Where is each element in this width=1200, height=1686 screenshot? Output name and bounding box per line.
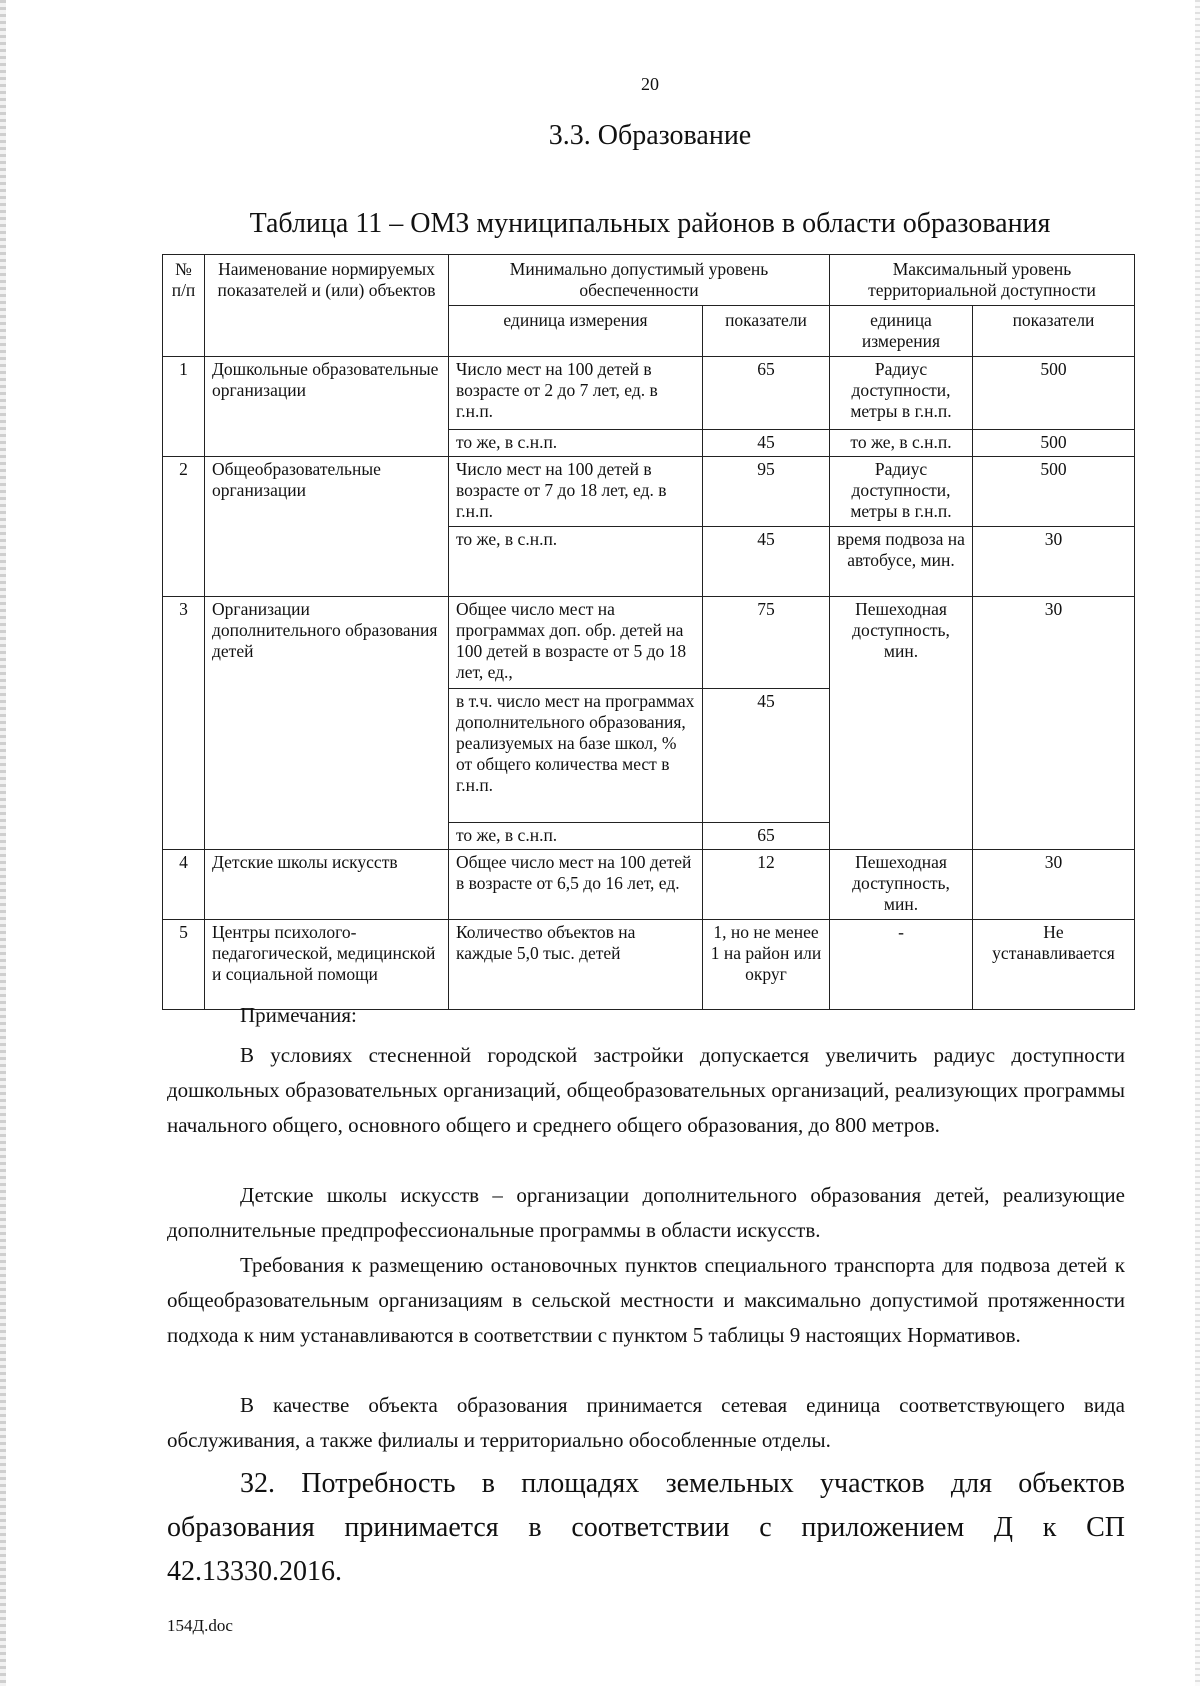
row-num: 5 [163,920,205,1010]
row-min-unit: то же, в с.н.п. [449,430,703,457]
education-norms-table [162,254,1135,1010]
row-max-unit: Радиус доступности, метры в г.н.п. [830,357,973,430]
table-caption: Таблица 11 – ОМЗ муниципальных районов в области образования [249,208,1051,239]
table-row [163,457,1135,527]
row-name: Центры психолого-педагогической, медицинской и социальной помощи [205,920,449,1010]
header-num: № п/п [163,255,205,357]
row-min-value: 1, но не менее 1 на район или округ [703,920,830,1010]
row-min-value: 95 [703,457,830,527]
table-row [163,357,1135,430]
row-min-unit: Число мест на 100 детей в возрасте от 2 до 7 лет, ед. в г.н.п. [449,357,703,430]
row-name: Детские школы искусств [205,850,449,920]
row-max-value: 30 [973,850,1135,920]
note-paragraph: В качестве объекта образования принимается сетевая единица соответствующего вида обслуживания, а также филиалы и территориально обособленные отделы. [167,1393,1125,1452]
table-row [163,920,1135,1010]
row-max-unit: - [830,920,973,1010]
table-header-row [163,255,1135,306]
header-max-value: показатели [973,306,1135,357]
scan-edge-left [0,0,6,1686]
table-row [163,850,1135,920]
row-name: Дошкольные образовательные организации [205,357,449,457]
row-num: 3 [163,597,205,850]
row-min-unit: Общее число мест на 100 детей в возрасте от 6,5 до 16 лет, ед. [449,850,703,920]
note-paragraph: Требования к размещению остановочных пунктов специального транспорта для подвоза детей к общеобразовательным организациям в сельской местности и максимально допустимой протяженности подхода к ним устанавливаются в соответствии с пунктом 5 таблицы 9 настоящих Нормативов. [167,1253,1125,1347]
row-max-unit: время подвоза на автобусе, мин. [830,527,973,597]
row-min-value: 45 [703,430,830,457]
header-min-value: показатели [703,306,830,357]
header-min-level: Минимально допустимый уровень обеспеченности [449,255,830,306]
row-max-unit: Пешеходная доступность, мин. [830,850,973,920]
clause-32: 32. Потребность в площадях земельных участков для объектов образования принимается в соответствии с приложением Д к СП 42.13330.2016. [167,1468,1125,1587]
row-max-value: 500 [973,457,1135,527]
row-max-value: 30 [973,597,1135,850]
row-min-unit: Число мест на 100 детей в возрасте от 7 до 18 лет, ед. в г.н.п. [449,457,703,527]
row-num: 1 [163,357,205,457]
header-min-unit: единица измерения [449,306,703,357]
row-num: 4 [163,850,205,920]
notes-label: Примечания: [240,1003,357,1027]
row-min-value: 45 [703,689,830,823]
row-min-unit: Общее число мест на программах доп. обр. детей на 100 детей в возрасте от 5 до 18 лет, ед., [449,597,703,689]
row-min-unit: в т.ч. число мест на программах дополнительного образования, реализуемых на базе школ, % от общего количества мест в г.н.п. [449,689,703,823]
row-min-value: 12 [703,850,830,920]
footer-filename: 154Д.doc [167,1616,233,1635]
row-min-unit: Количество объектов на каждые 5,0 тыс. детей [449,920,703,1010]
row-max-value: 500 [973,430,1135,457]
row-name: Организации дополнительного образования детей [205,597,449,850]
row-min-value: 45 [703,527,830,597]
row-min-value: 75 [703,597,830,689]
row-num: 2 [163,457,205,597]
row-max-unit: Радиус доступности, метры в г.н.п. [830,457,973,527]
row-min-value: 65 [703,823,830,850]
row-max-value: Не устанавливается [973,920,1135,1010]
section-title: 3.3. Образование [548,120,752,151]
row-name: Общеобразовательные организации [205,457,449,597]
row-min-value: 65 [703,357,830,430]
header-max-unit: единица измерения [830,306,973,357]
row-max-value: 30 [973,527,1135,597]
table-row [163,597,1135,689]
row-min-unit: то же, в с.н.п. [449,823,703,850]
row-min-unit: то же, в с.н.п. [449,527,703,597]
page-number: 20 [641,74,659,94]
header-max-level: Максимальный уровень территориальной доступности [830,255,1135,306]
note-paragraph: В условиях стесненной городской застройки допускается увеличить радиус доступности дошкольных образовательных организаций, общеобразовательных организаций, реализующих программы начального общего, основного общего и среднего общего образования, до 800 метров. [167,1043,1125,1137]
row-max-unit: то же, в с.н.п. [830,430,973,457]
scan-edge-right [1195,0,1200,1686]
header-name: Наименование нормируемых показателей и (или) объектов [205,255,449,357]
note-paragraph: Детские школы искусств – организации дополнительного образования детей, реализующие дополнительные предпрофессиональные программы в области искусств. [167,1183,1125,1242]
row-max-unit: Пешеходная доступность, мин. [830,597,973,850]
row-max-value: 500 [973,357,1135,430]
